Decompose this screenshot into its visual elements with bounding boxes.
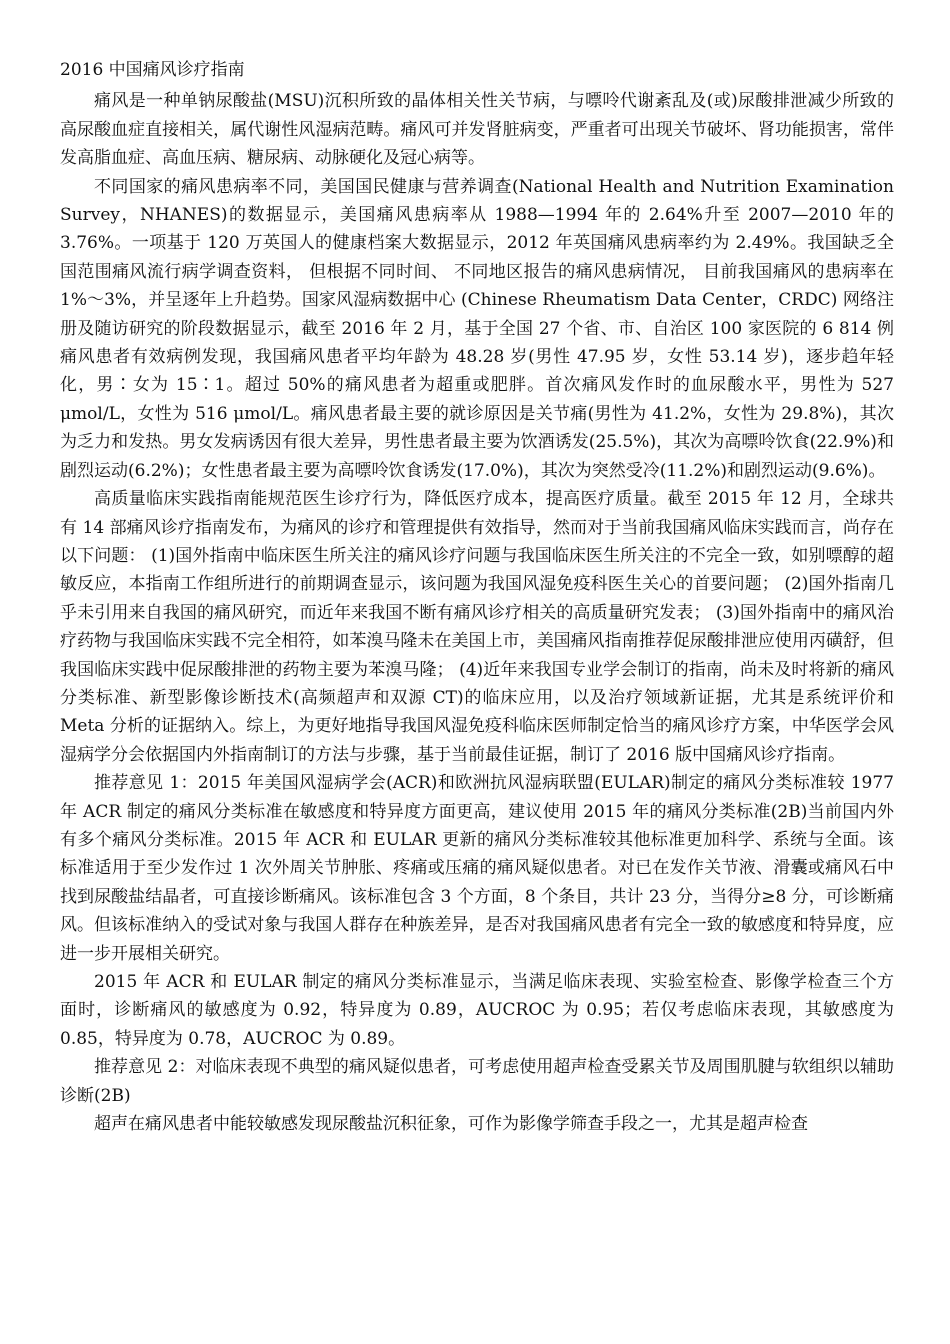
- paragraph-recommendation-1: 推荐意见 1：2015 年美国风湿病学会(ACR)和欧洲抗风湿病联盟(EULAR)制定的痛风分类标准较 1977 年 ACR 制定的痛风分类标准在敏感度和特异度方面更高，建议使用 2015 年的痛风分类标准(2B)当前国内外有多个痛风分类标准。2015 年 ACR 和 EULAR 更新的痛风分类标准较其他标准更加科学、系统与全面。该标准适用于至少发作过 1 次外周关节肿胀、疼痛或压痛的痛风疑似患者。对已在发作关节液、滑囊或痛风石中找到尿酸盐结晶者，可直接诊断痛风。该标准包含 3 个方面，8 个条目，共计 23 分，当得分≥8 分，可诊断痛风。但该标准纳入的受试对象与我国人群存在种族差异，是否对我国痛风患者有完全一致的敏感度和特异度，应进一步开展相关研究。: [60, 773, 894, 964]
- paragraph-ultrasound: 超声在痛风患者中能较敏感发现尿酸盐沉积征象，可作为影像学筛查手段之一，尤其是超声检查: [94, 1114, 808, 1135]
- document-title: 2016 中国痛风诊疗指南: [60, 60, 245, 80]
- paragraph-classification-accuracy: 2015 年 ACR 和 EULAR 制定的痛风分类标准显示，当满足临床表现、实验室检查、影像学检查三个方面时，诊断痛风的敏感度为 0.92，特异度为 0.89，AUCROC 为 0.95；若仅考虑临床表现，其敏感度为 0.85，特异度为 0.78，AUCROC 为 0.89。: [60, 972, 894, 1049]
- paragraph-intro: 痛风是一种单钠尿酸盐(MSU)沉积所致的晶体相关性关节病，与嘌呤代谢紊乱及(或)尿酸排泄减少所致的高尿酸血症直接相关，属代谢性风湿病范畴。痛风可并发肾脏病变，严重者可出现关节破坏、肾功能损害，常伴发高脂血症、高血压病、糖尿病、动脉硬化及冠心病等。: [60, 91, 894, 169]
- paragraph-prevalence: 不同国家的痛风患病率不同，美国国民健康与营养调查(National Health and Nutrition Examination Survey，NHANES)的数据显示，美国痛风患病率从 1988—1994 年的 2.64%升至 2007—2010 年的 3.76%。一项基于 120 万英国人的健康档案大数据显示，2012 年英国痛风患病率约为 2.49%。我国缺乏全国范围痛风流行病学调查资料， 但根据不同时间、 不同地区报告的痛风患病情况， 目前我国痛风的患病率在 1%～3%，并呈逐年上升趋势。国家风湿病数据中心 (Chinese Rheumatism Data Center，CRDC) 网络注册及随访研究的阶段数据显示，截至 2016 年 2 月，基于全国 27 个省、市、自治区 100 家医院的 6 814 例痛风患者有效病例发现，我国痛风患者平均年龄为 48.28 岁(男性 47.95 岁，女性 53.14 岁)，逐步趋年轻化，男∶女为 15∶1。超过 50%的痛风患者为超重或肥胖。首次痛风发作时的血尿酸水平，男性为 527 μmol/L，女性为 516 μmol/L。痛风患者最主要的就诊原因是关节痛(男性为 41.2%，女性为 29.8%)，其次为乏力和发热。男女发病诱因有很大差异，男性患者最主要为饮酒诱发(25.5%)，其次为高嘌呤饮食(22.9%)和剧烈运动(6.2%)；女性患者最主要为高嘌呤饮食诱发(17.0%)，其次为突然受冷(11.2%)和剧烈运动(9.6%)。: [60, 176, 894, 481]
- paragraph-guideline-background: 高质量临床实践指南能规范医生诊疗行为，降低医疗成本，提高医疗质量。截至 2015 年 12 月，全球共有 14 部痛风诊疗指南发布，为痛风的诊疗和管理提供有效指导，然而对于当前我国痛风临床实践而言，尚存在以下问题： (1)国外指南中临床医生所关注的痛风诊疗问题与我国临床医生所关注的不完全一致，如别嘌醇的超敏反应，本指南工作组所进行的前期调查显示，该问题为我国风湿免疫科医生关心的首要问题； (2)国外指南几乎未引用来自我国的痛风研究，而近年来我国不断有痛风诊疗相关的高质量研究发表； (3)国外指南中的痛风治疗药物与我国临床实践不完全相符，如苯溴马隆未在美国上市，美国痛风指南推荐促尿酸排泄应使用丙磺舒，但我国临床实践中促尿酸排泄的药物主要为苯溴马隆； (4)近年来我国专业学会制订的指南，尚未及时将新的痛风分类标准、新型影像诊断技术(高频超声和双源 CT)的临床应用，以及治疗领域新证据，尤其是系统评价和 Meta 分析的证据纳入。综上，为更好地指导我国风湿免疫科临床医师制定恰当的痛风诊疗方案，中华医学会风湿病学分会依据国内外指南制订的方法与步骤，基于当前最佳证据，制订了 2016 版中国痛风诊疗指南。: [60, 489, 894, 765]
- document-page: [60, 56, 894, 1138]
- paragraph-recommendation-2: 推荐意见 2：对临床表现不典型的痛风疑似患者，可考虑使用超声检查受累关节及周围肌腱与软组织以辅助诊断(2B): [60, 1057, 894, 1106]
